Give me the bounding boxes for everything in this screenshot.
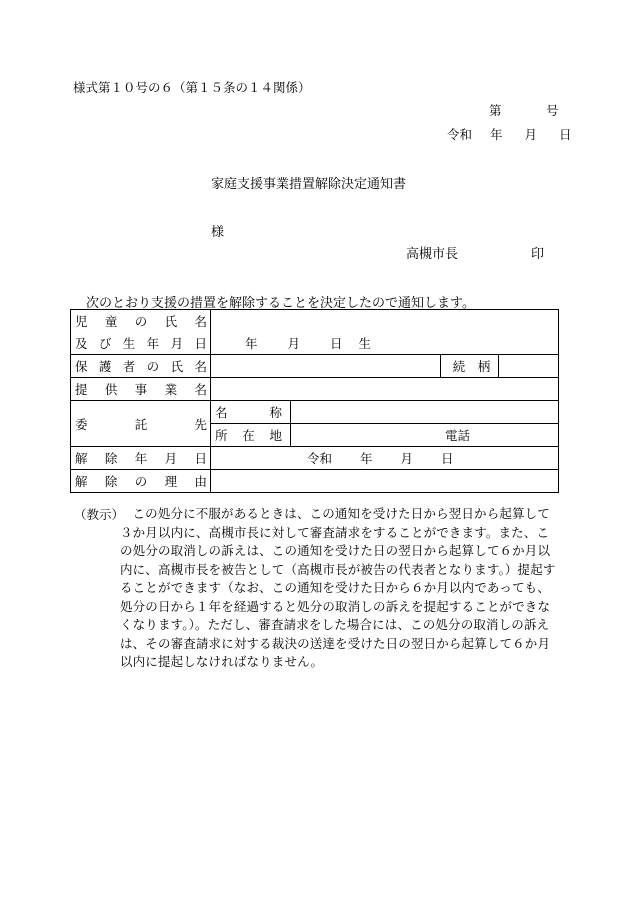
cancel-month-unit: 月 — [400, 451, 414, 466]
entrusted-address-field[interactable] — [291, 424, 559, 447]
relationship-label: 続 柄 — [441, 355, 499, 378]
child-name-field[interactable] — [211, 310, 559, 333]
seal-mark: 印 — [531, 247, 545, 262]
document-title: 家庭支援事業措置解除決定通知書 — [211, 177, 407, 192]
intro-text: 次のとおり支援の措置を解除することを決定したので通知します。 — [86, 296, 475, 311]
guardian-name-field[interactable] — [211, 355, 441, 378]
cancel-reason-label: 解 除 の 理 由 — [71, 470, 211, 493]
entrusted-name-label: 名 称 — [211, 401, 291, 424]
issue-date-month: 月 — [524, 127, 538, 142]
provider-name-label: 提 供 事 業 名 — [71, 378, 211, 401]
cancel-era: 令和 — [307, 451, 333, 466]
cancel-day-unit: 日 — [441, 451, 454, 466]
notice-text: この処分に不服があるときは、この通知を受けた日から翌日から起算して３か月以内に、高槻市長に対して審査請求をすることができます。また、この処分の取消しの訴えは、この通知を受けた日の翌日から起算して６か月以内に、高槻市長を被告として（高槻市長が被告の代表者となります。）提起することができます（なお、この通知を受けた日から６か月以内であっても、処分の日から１年を経過すると処分の取消しの訴えを提起することができなくなります。）。ただし、審査請求をした場合には、この処分の取消しの訴えは、その審査請求に対する裁決の送達を受けた日の翌日から起算して６か月以内に提起しなければなりません。 — [120, 506, 556, 669]
cancel-date-field[interactable] — [211, 447, 559, 470]
issue-date-era: 令和 — [447, 127, 473, 142]
notice-label: （教示） — [74, 507, 125, 522]
birth-year-unit: 年 — [245, 336, 258, 351]
issue-date-day: 日 — [559, 127, 572, 142]
document-number-label: 第 — [489, 103, 502, 118]
provider-name-field[interactable] — [211, 378, 559, 401]
child-birth-field[interactable] — [211, 332, 559, 355]
issuer-name: 高槻市長 — [406, 247, 459, 262]
child-name-label: 児 童 の 氏 名 — [71, 310, 211, 333]
child-birth-label: 及 び 生 年 月 日 — [71, 332, 211, 355]
entrusted-address-label: 所 在 地 — [211, 424, 291, 447]
guardian-name-label: 保 護 者 の 氏 名 — [71, 355, 211, 378]
cancel-date-label: 解 除 年 月 日 — [71, 447, 211, 470]
issue-date — [447, 125, 572, 143]
notification-table — [70, 309, 559, 493]
birth-day-unit: 日 — [330, 336, 343, 351]
birth-suffix: 生 — [358, 336, 372, 351]
birth-month-unit: 月 — [287, 336, 301, 351]
form-number: 様式第１０号の６（第１５条の１４関係） — [73, 80, 311, 95]
phone-label: 電話 — [445, 428, 471, 443]
entrusted-label: 委 託 先 — [71, 401, 211, 447]
issue-date-year: 年 — [490, 127, 503, 142]
document-number-suffix: 号 — [546, 103, 559, 118]
cancel-reason-field[interactable] — [211, 470, 559, 493]
relationship-field[interactable] — [499, 355, 559, 378]
cancel-year-unit: 年 — [360, 451, 373, 466]
entrusted-name-field[interactable] — [291, 401, 559, 424]
addressee-suffix: 様 — [211, 225, 225, 240]
